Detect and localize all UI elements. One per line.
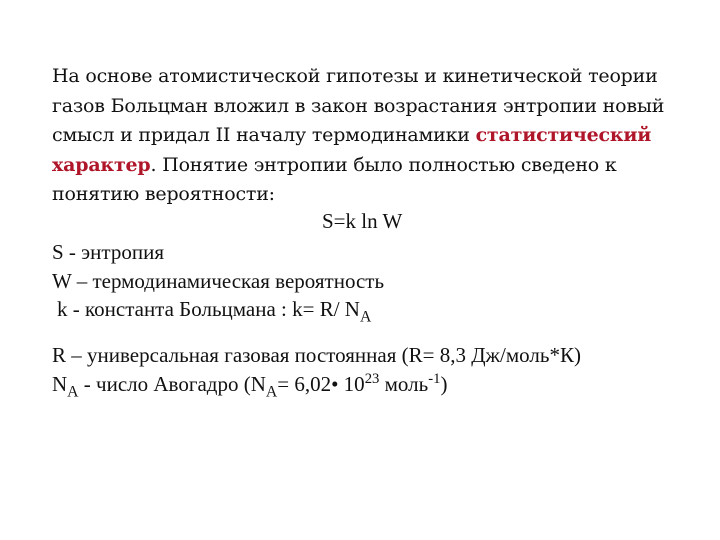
definitions-list [52, 238, 702, 324]
paragraph-line-5: понятию вероятности: [52, 183, 275, 205]
avogadro-subscript-2: A [265, 383, 278, 401]
paragraph-line-3-text: смысл и придал II началу термодинамики [52, 124, 476, 146]
boltzmann-constant-subscript: A [359, 308, 372, 326]
avogadro-symbol: N [52, 372, 68, 396]
paragraph-line-1: На основе атомистической гипотезы и кинетической теории [52, 65, 658, 87]
paragraph-line-2: газов Больцман вложил в закон возрастания энтропии новый [52, 94, 665, 117]
definition-probability: W – термодинамическая вероятность [52, 268, 385, 293]
avogadro-unit: моль [379, 372, 429, 396]
definition-boltzmann-constant [52, 295, 702, 324]
avogadro-exponent: 23 [364, 370, 380, 387]
avogadro-description: - число Авогадро (N [78, 372, 266, 396]
avogadro-unit-exponent: -1 [428, 370, 441, 387]
paragraph-line-4 [52, 151, 702, 181]
avogadro-subscript-1: A [67, 383, 79, 401]
boltzmann-formula: S=k ln W [322, 209, 403, 233]
highlight-statistical: статистический [475, 124, 652, 146]
paragraph-line-4-text: . Понятие энтропии было полностью сведено к [150, 153, 617, 176]
intro-paragraph [52, 62, 702, 210]
constants-list [52, 341, 712, 399]
highlight-character: характер [52, 153, 151, 176]
paragraph-line-3 [52, 121, 702, 151]
constant-avogadro [52, 370, 712, 399]
definition-entropy: S - энтропия [52, 240, 164, 264]
constant-gas: R – универсальная газовая постоянная (R= 8,3 Дж/моль*К) [52, 343, 581, 367]
avogadro-value: = 6,02• 10 [277, 372, 365, 396]
avogadro-close: ) [440, 372, 448, 396]
boltzmann-constant-text: k - константа Больцмана : k= R/ N [57, 297, 360, 321]
